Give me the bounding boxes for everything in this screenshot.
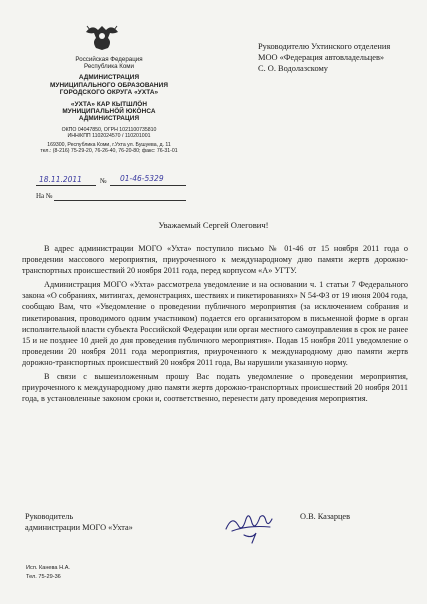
sender-header [24, 56, 194, 155]
org-name-line: ГОРОДСКОГО ОКРУГА «УХТА» [59, 89, 159, 97]
phone-line: тел.: (8-216) 75-29-20, 76-26-40, 76-20-80; факс: 76-31-01 [40, 148, 178, 155]
recipient-block [258, 41, 390, 74]
org-name-line: МУНИЦИПАЛЬНОГО ОБРАЗОВАНИЯ [49, 81, 169, 89]
signatory-position [25, 511, 133, 533]
na-label: На № [36, 192, 53, 200]
incoming-reference [36, 192, 186, 202]
executor-info [26, 564, 70, 582]
executor-phone: Тел. 75-29-36 [26, 574, 61, 580]
salutation: Уважаемый Сергей Олегович! [158, 220, 269, 230]
coat-of-arms-icon [84, 22, 120, 52]
letter-number: 01-46-5329 [120, 174, 164, 183]
executor-name: Исп. Канева Н.А. [26, 565, 70, 571]
recipient-line: МОО «Федерация автовладельцев» [258, 53, 385, 62]
body-paragraph: В адрес администрации МОГО «Ухта» поступило письмо № 01-46 от 15 ноября 2011 года о проведении массового мероприятия, приуроченного к международному дню памяти жертв дорожно-транспортных происшествий 20 ноября 2011 года, перед корпусом «А» УГТУ. [22, 244, 408, 276]
position-line: Руководитель [25, 512, 74, 521]
body-paragraph: Администрация МОГО «Ухта» рассмотрела уведомление и на основании ч. 1 статьи 7 Федерального закона «О собраниях, митингах, демонстрациях, шествиях и пикетированиях» N 54-ФЗ от 19 июня 2004 года, сообщаю Вам, что «Уведомление о проведении публичного мероприятия (за исключением собрания и пикетирования, проводимого одним участником) подается его организатором в письменной форме в орган исполнительной власти субъекта Российской Федерации или орган местного самоуправления в срок не ранее 15 и не позднее 10 дней до дня проведения публичного мероприятия». Подав 15 ноября 2011 уведомление о проведении 20 ноября 2011 года мероприятия, приуроченного к международному дню памяти жертв дорожно-транспортных происшествий 20 ноября 2011 года, Вы нарушили указанную норму. [22, 280, 408, 367]
position-line: администрации МОГО «Ухта» [25, 523, 133, 532]
registration-codes: ОКПО 04047850, ОГРН 1021100735810 [61, 126, 157, 133]
letter-body [22, 243, 408, 407]
org-name-line: АДМИНИСТРАЦИЯ [78, 74, 140, 82]
body-paragraph: В связи с вышеизложенным прошу Вас подать уведомление о проведении мероприятия, приуроченного к международному дню памяти жертв дорожно-транспортных происшествий 20 ноября 2011 года, в установленные законом сроки и, соответственно, перенести дату проведения мероприятия. [22, 372, 408, 404]
signatory-name: О.В. Казарцев [300, 512, 351, 521]
outgoing-reference [36, 174, 186, 187]
registration-codes: ИНН/КПП 1102024570 / 110201001 [67, 133, 151, 140]
org-komi-line: «УХТА» КАР КЫТШЛӦН [70, 100, 148, 108]
recipient-line: Руководителю Ухтинского отделения [258, 42, 391, 51]
republic-line: Республика Коми [84, 63, 134, 71]
country-line: Российская Федерация [75, 56, 143, 63]
org-komi-line: МУНИЦИПАЛЬНӦЙ ЮКӦНСА [62, 108, 156, 116]
handwritten-signature [222, 505, 278, 545]
number-label: № [100, 177, 107, 185]
address-line: 169300, Республика Коми, г.Ухта ул. Бушуева, д. 11 [47, 142, 171, 149]
letter-date: 18.11.2011 [39, 175, 82, 184]
org-komi-line: АДМИНИСТРАЦИЯ [78, 115, 140, 123]
recipient-line: С. О. Водолазскому [258, 64, 328, 73]
